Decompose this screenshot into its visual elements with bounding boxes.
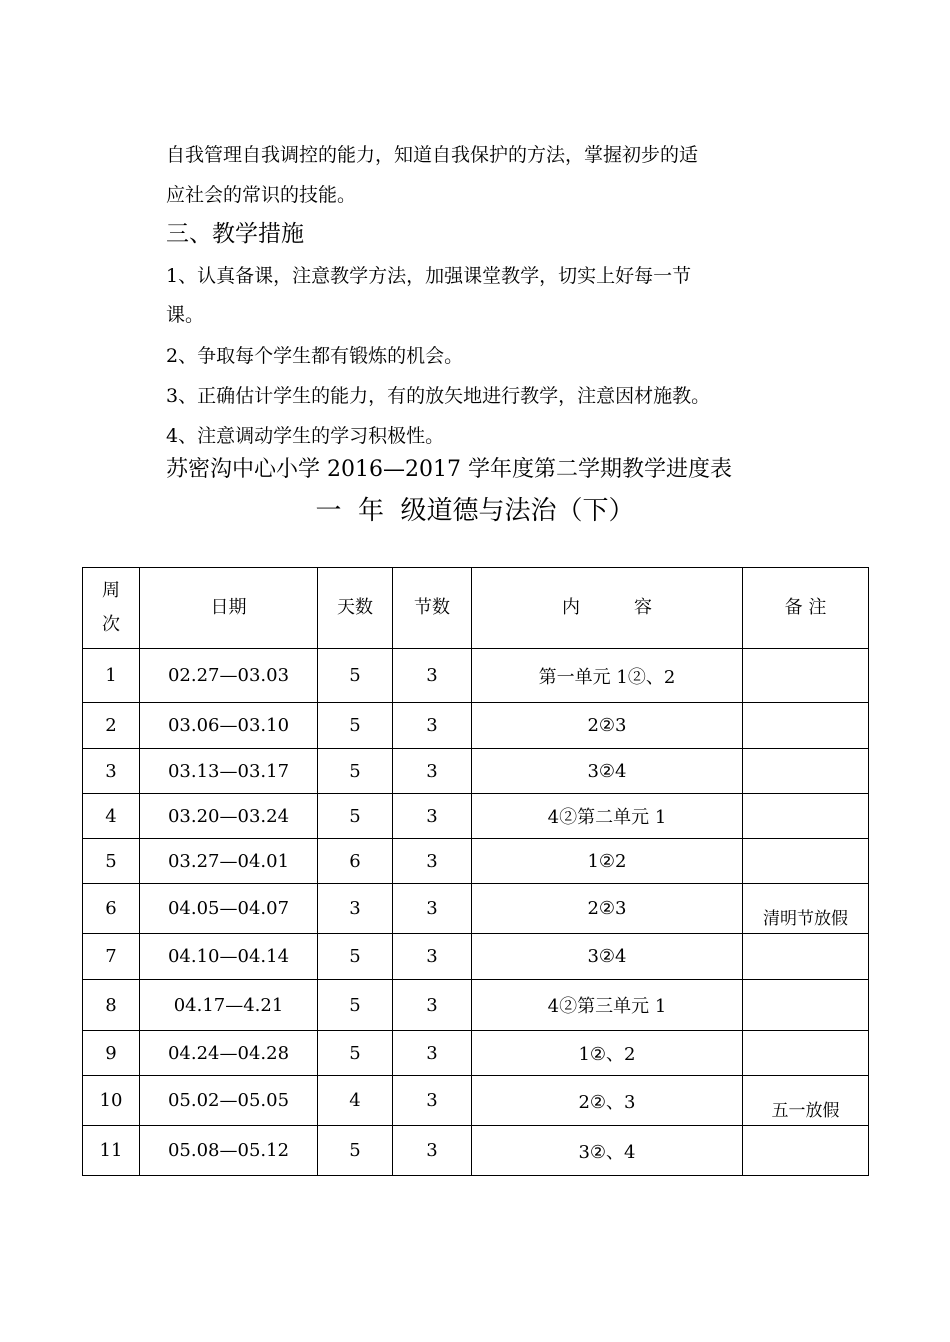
cell-week: 9 bbox=[83, 1031, 140, 1076]
cell-note: 清明节放假 bbox=[743, 884, 869, 934]
cell-date: 05.08—05.12 bbox=[140, 1126, 318, 1176]
cell-note bbox=[743, 1031, 869, 1076]
cell-days: 6 bbox=[318, 839, 393, 884]
table-row bbox=[83, 884, 869, 934]
header-days: 天数 bbox=[318, 568, 393, 649]
cell-days: 5 bbox=[318, 980, 393, 1031]
cell-content: 3②、4 bbox=[472, 1126, 743, 1176]
cell-lessons: 3 bbox=[393, 1126, 472, 1176]
measure-item: 3、正确估计学生的能力，有的放矢地进行教学，注意因材施教。 bbox=[166, 385, 711, 407]
measure-item: 2、争取每个学生都有锻炼的机会。 bbox=[166, 345, 464, 367]
cell-days: 3 bbox=[318, 884, 393, 934]
cell-content: 1②2 bbox=[472, 839, 743, 884]
cell-note bbox=[743, 749, 869, 794]
cell-days: 5 bbox=[318, 934, 393, 980]
cell-content: 2②3 bbox=[472, 884, 743, 934]
cell-days: 5 bbox=[318, 1031, 393, 1076]
body-text-line: 自我管理自我调控的能力，知道自我保护的方法，掌握初步的适 bbox=[166, 144, 699, 166]
measure-item-continued: 课。 bbox=[166, 304, 205, 326]
cell-week: 5 bbox=[83, 839, 140, 884]
cell-date: 05.02—05.05 bbox=[140, 1076, 318, 1126]
header-week: 周次 bbox=[83, 568, 140, 649]
cell-date: 03.27—04.01 bbox=[140, 839, 318, 884]
cell-content: 4②第二单元 1 bbox=[472, 794, 743, 839]
cell-content: 2②、3 bbox=[472, 1076, 743, 1126]
cell-content: 3②4 bbox=[472, 934, 743, 980]
table-row bbox=[83, 1076, 869, 1126]
cell-week: 1 bbox=[83, 649, 140, 703]
cell-content: 3②4 bbox=[472, 749, 743, 794]
cell-week: 7 bbox=[83, 934, 140, 980]
cell-lessons: 3 bbox=[393, 934, 472, 980]
cell-date: 03.06—03.10 bbox=[140, 703, 318, 749]
table-header-row bbox=[83, 568, 869, 649]
cell-days: 5 bbox=[318, 649, 393, 703]
cell-content: 4②第三单元 1 bbox=[472, 980, 743, 1031]
cell-date: 03.20—03.24 bbox=[140, 794, 318, 839]
table-row bbox=[83, 794, 869, 839]
table-row bbox=[83, 1126, 869, 1176]
section-heading: 三、教学措施 bbox=[166, 221, 304, 247]
cell-note: 五一放假 bbox=[743, 1076, 869, 1126]
cell-date: 04.10—04.14 bbox=[140, 934, 318, 980]
table-row bbox=[83, 1031, 869, 1076]
table-row bbox=[83, 749, 869, 794]
cell-lessons: 3 bbox=[393, 980, 472, 1031]
cell-days: 4 bbox=[318, 1076, 393, 1126]
measure-item: 1、认真备课，注意教学方法，加强课堂教学，切实上好每一节 bbox=[166, 265, 692, 287]
cell-content: 第一单元 1②、2 bbox=[472, 649, 743, 703]
cell-lessons: 3 bbox=[393, 1076, 472, 1126]
cell-note bbox=[743, 934, 869, 980]
cell-days: 5 bbox=[318, 794, 393, 839]
cell-days: 5 bbox=[318, 703, 393, 749]
cell-week: 6 bbox=[83, 884, 140, 934]
cell-note bbox=[743, 839, 869, 884]
cell-date: 03.13—03.17 bbox=[140, 749, 318, 794]
cell-note bbox=[743, 1126, 869, 1176]
header-lessons: 节数 bbox=[393, 568, 472, 649]
cell-lessons: 3 bbox=[393, 1031, 472, 1076]
cell-week: 8 bbox=[83, 980, 140, 1031]
cell-note bbox=[743, 649, 869, 703]
cell-days: 5 bbox=[318, 1126, 393, 1176]
cell-week: 2 bbox=[83, 703, 140, 749]
measure-item: 4、注意调动学生的学习积极性。 bbox=[166, 425, 445, 447]
cell-week: 3 bbox=[83, 749, 140, 794]
cell-date: 02.27—03.03 bbox=[140, 649, 318, 703]
cell-lessons: 3 bbox=[393, 649, 472, 703]
table-row bbox=[83, 649, 869, 703]
table-row bbox=[83, 839, 869, 884]
cell-lessons: 3 bbox=[393, 884, 472, 934]
cell-date: 04.24—04.28 bbox=[140, 1031, 318, 1076]
schedule-title: 苏密沟中心小学 2016—2017 学年度第二学期教学进度表 bbox=[166, 457, 732, 482]
header-date: 日期 bbox=[140, 568, 318, 649]
header-content: 内 容 bbox=[472, 568, 743, 649]
teaching-schedule-table bbox=[82, 567, 869, 1176]
cell-lessons: 3 bbox=[393, 839, 472, 884]
cell-content: 1②、2 bbox=[472, 1031, 743, 1076]
cell-week: 10 bbox=[83, 1076, 140, 1126]
cell-lessons: 3 bbox=[393, 794, 472, 839]
body-text-line: 应社会的常识的技能。 bbox=[166, 184, 357, 206]
cell-date: 04.05—04.07 bbox=[140, 884, 318, 934]
table-row bbox=[83, 934, 869, 980]
cell-week: 11 bbox=[83, 1126, 140, 1176]
cell-note bbox=[743, 980, 869, 1031]
header-note: 备 注 bbox=[743, 568, 869, 649]
table-row bbox=[83, 703, 869, 749]
cell-lessons: 3 bbox=[393, 703, 472, 749]
cell-note bbox=[743, 794, 869, 839]
grade-subject-title: 一 年 级道德与法治（下） bbox=[315, 496, 635, 526]
cell-lessons: 3 bbox=[393, 749, 472, 794]
cell-content: 2②3 bbox=[472, 703, 743, 749]
table-row bbox=[83, 980, 869, 1031]
cell-week: 4 bbox=[83, 794, 140, 839]
cell-days: 5 bbox=[318, 749, 393, 794]
cell-note bbox=[743, 703, 869, 749]
cell-date: 04.17—4.21 bbox=[140, 980, 318, 1031]
